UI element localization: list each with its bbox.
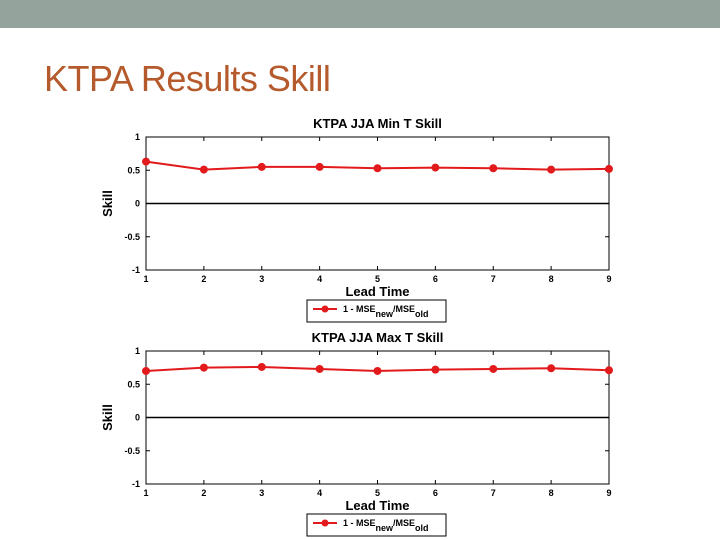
legend-text-mid: /MSE bbox=[393, 518, 416, 528]
data-point bbox=[143, 367, 150, 374]
data-point bbox=[432, 164, 439, 171]
x-tick-label: 7 bbox=[490, 274, 496, 284]
data-point bbox=[432, 366, 439, 373]
y-tick-label: 1 bbox=[134, 132, 140, 142]
legend-text-mid: /MSE bbox=[393, 304, 416, 314]
data-point bbox=[200, 166, 207, 173]
max-t-skill-chart bbox=[96, 324, 624, 540]
y-tick-label: 0 bbox=[134, 198, 140, 209]
data-point bbox=[374, 367, 381, 374]
y-tick-label: -1 bbox=[131, 265, 140, 275]
x-tick-label: 6 bbox=[432, 274, 438, 284]
y-axis-label: Skill bbox=[100, 190, 115, 217]
data-point bbox=[490, 165, 497, 172]
x-tick-label: 2 bbox=[201, 488, 207, 498]
legend-marker bbox=[322, 306, 329, 313]
chart-title: KTPA JJA Max T Skill bbox=[311, 330, 444, 345]
y-tick-label: 0.5 bbox=[127, 165, 140, 176]
x-tick-label: 4 bbox=[317, 274, 323, 284]
x-tick-label: 4 bbox=[317, 488, 323, 498]
x-tick-label: 9 bbox=[606, 274, 612, 284]
legend-subscript: new bbox=[375, 523, 394, 533]
data-point bbox=[548, 365, 555, 372]
x-tick-label: 8 bbox=[548, 274, 554, 284]
y-tick-label: -0.5 bbox=[124, 231, 140, 242]
x-tick-label: 3 bbox=[259, 488, 265, 498]
y-tick-label: -0.5 bbox=[124, 445, 140, 456]
data-point bbox=[548, 166, 555, 173]
legend-marker bbox=[322, 520, 329, 527]
slide-title: KTPA Results Skill bbox=[44, 58, 331, 99]
min-t-skill-chart bbox=[96, 110, 624, 326]
data-point bbox=[258, 163, 265, 170]
legend-subscript: new bbox=[375, 309, 394, 319]
data-point bbox=[143, 158, 150, 165]
data-point bbox=[258, 363, 265, 370]
legend-text-main: 1 - MSE bbox=[343, 304, 376, 314]
data-point bbox=[606, 165, 613, 172]
legend-subscript: old bbox=[415, 309, 429, 319]
legend-subscript: old bbox=[415, 523, 429, 533]
data-point bbox=[374, 165, 381, 172]
x-tick-label: 5 bbox=[374, 488, 381, 498]
data-point bbox=[606, 367, 613, 374]
chart-title: KTPA JJA Min T Skill bbox=[313, 116, 442, 131]
legend-text-main: 1 - MSE bbox=[343, 518, 376, 528]
x-tick-label: 6 bbox=[432, 488, 438, 498]
x-tick-label: 8 bbox=[548, 488, 554, 498]
x-tick-label: 1 bbox=[143, 274, 149, 284]
x-tick-label: 2 bbox=[201, 274, 207, 284]
x-tick-label: 3 bbox=[259, 274, 265, 284]
x-tick-label: 9 bbox=[606, 488, 612, 498]
data-point bbox=[316, 163, 323, 170]
x-tick-label: 7 bbox=[490, 488, 496, 498]
data-point bbox=[200, 364, 207, 371]
y-axis-label: Skill bbox=[100, 404, 115, 431]
top-bar bbox=[0, 0, 720, 28]
y-tick-label: 1 bbox=[134, 346, 140, 356]
y-tick-label: -1 bbox=[131, 479, 140, 489]
data-point bbox=[316, 365, 323, 372]
data-point bbox=[490, 365, 497, 372]
y-tick-label: 0 bbox=[134, 412, 140, 423]
x-axis-label: Lead Time bbox=[345, 284, 410, 299]
y-tick-label: 0.5 bbox=[127, 379, 140, 390]
x-tick-label: 1 bbox=[143, 488, 149, 498]
x-tick-label: 5 bbox=[374, 274, 381, 284]
x-axis-label: Lead Time bbox=[345, 498, 410, 513]
